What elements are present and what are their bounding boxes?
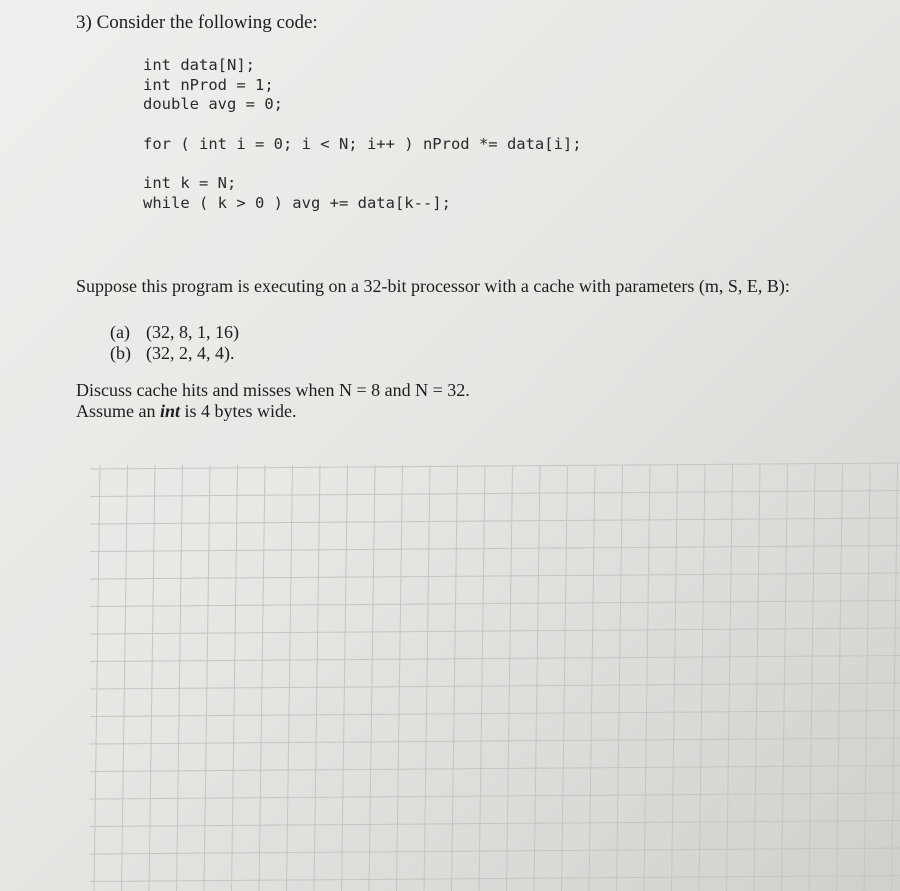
option-value: (32, 8, 1, 16) (146, 322, 239, 342)
grid-line-vertical (864, 465, 870, 891)
grid-line-vertical (837, 465, 843, 891)
assume-line (76, 401, 470, 422)
grid-line-vertical (699, 465, 705, 891)
grid-line-horizontal (90, 738, 900, 744)
grid-line-vertical (534, 465, 540, 891)
grid-line-vertical (507, 465, 513, 891)
code-blank-line (143, 154, 582, 174)
grid-line-vertical (809, 465, 815, 891)
grid-line-vertical (424, 465, 430, 891)
code-line: while ( k > 0 ) avg += data[k--]; (143, 193, 451, 212)
parameter-options (110, 322, 239, 364)
option-value: (32, 2, 4, 4). (146, 343, 235, 363)
code-line: int nProd = 1; (143, 75, 274, 94)
grid-line-horizontal (90, 628, 900, 634)
grid-line-horizontal (90, 876, 900, 882)
int-emphasis: int (160, 401, 181, 421)
grid-line-vertical (314, 465, 320, 891)
grid-line-vertical (727, 465, 733, 891)
code-block (143, 56, 582, 213)
grid-line-horizontal (90, 711, 900, 717)
option-label: (b) (110, 343, 131, 363)
grid-line-horizontal (90, 793, 900, 799)
graph-paper-grid (0, 445, 900, 891)
grid-line-vertical (177, 465, 183, 891)
grid-line-horizontal (90, 821, 900, 827)
grid-line-horizontal (90, 491, 900, 497)
grid-line-horizontal (90, 766, 900, 772)
code-line: int data[N]; (143, 56, 255, 74)
grid-line-vertical (754, 465, 760, 891)
grid-line-vertical (617, 465, 623, 891)
grid-line-horizontal (90, 656, 900, 662)
grid-line-horizontal (90, 848, 900, 854)
grid-line-vertical (259, 465, 265, 891)
assume-suffix: is 4 bytes wide. (180, 401, 297, 421)
grid-line-horizontal (90, 518, 900, 524)
grid-line-vertical (397, 465, 403, 891)
grid-line-vertical (562, 465, 568, 891)
code-line: int k = N; (143, 174, 237, 192)
grid-line-horizontal (90, 573, 900, 579)
grid-line-vertical (672, 465, 678, 891)
code-blank-line (143, 115, 582, 135)
grid-line-horizontal (90, 463, 900, 469)
option-b (110, 343, 239, 364)
grid-line-vertical (892, 465, 898, 891)
grid-line-vertical (782, 465, 788, 891)
grid-line-horizontal (90, 601, 900, 607)
grid-line-vertical (149, 465, 155, 891)
discuss-line: Discuss cache hits and misses when N = 8 and N = 32. (76, 380, 470, 400)
question-intro: Suppose this program is executing on a 32-bit processor with a cache with parameters (m, S, E, B): (76, 276, 790, 296)
grid-line-vertical (644, 465, 650, 891)
question-heading: 3) Consider the following code: (76, 12, 318, 33)
grid-line-horizontal (90, 546, 900, 552)
code-line: double avg = 0; (143, 95, 283, 113)
grid-line-vertical (369, 465, 375, 891)
grid-line-vertical (287, 465, 293, 891)
option-a (110, 322, 239, 343)
grid-line-vertical (589, 465, 595, 891)
code-line: for ( int i = 0; i < N; i++ ) nProd *= data[i]; (143, 134, 582, 153)
grid-line-vertical (479, 465, 485, 891)
option-label: (a) (110, 322, 130, 342)
grid-line-vertical (452, 465, 458, 891)
grid-line-vertical (342, 465, 348, 891)
discussion-prompt (76, 380, 470, 422)
grid-line-vertical (122, 465, 128, 891)
assume-prefix: Assume an (76, 401, 160, 421)
grid-line-vertical (204, 465, 210, 891)
grid-line-horizontal (90, 683, 900, 689)
grid-line-vertical (94, 465, 100, 891)
grid-line-vertical (232, 465, 238, 891)
